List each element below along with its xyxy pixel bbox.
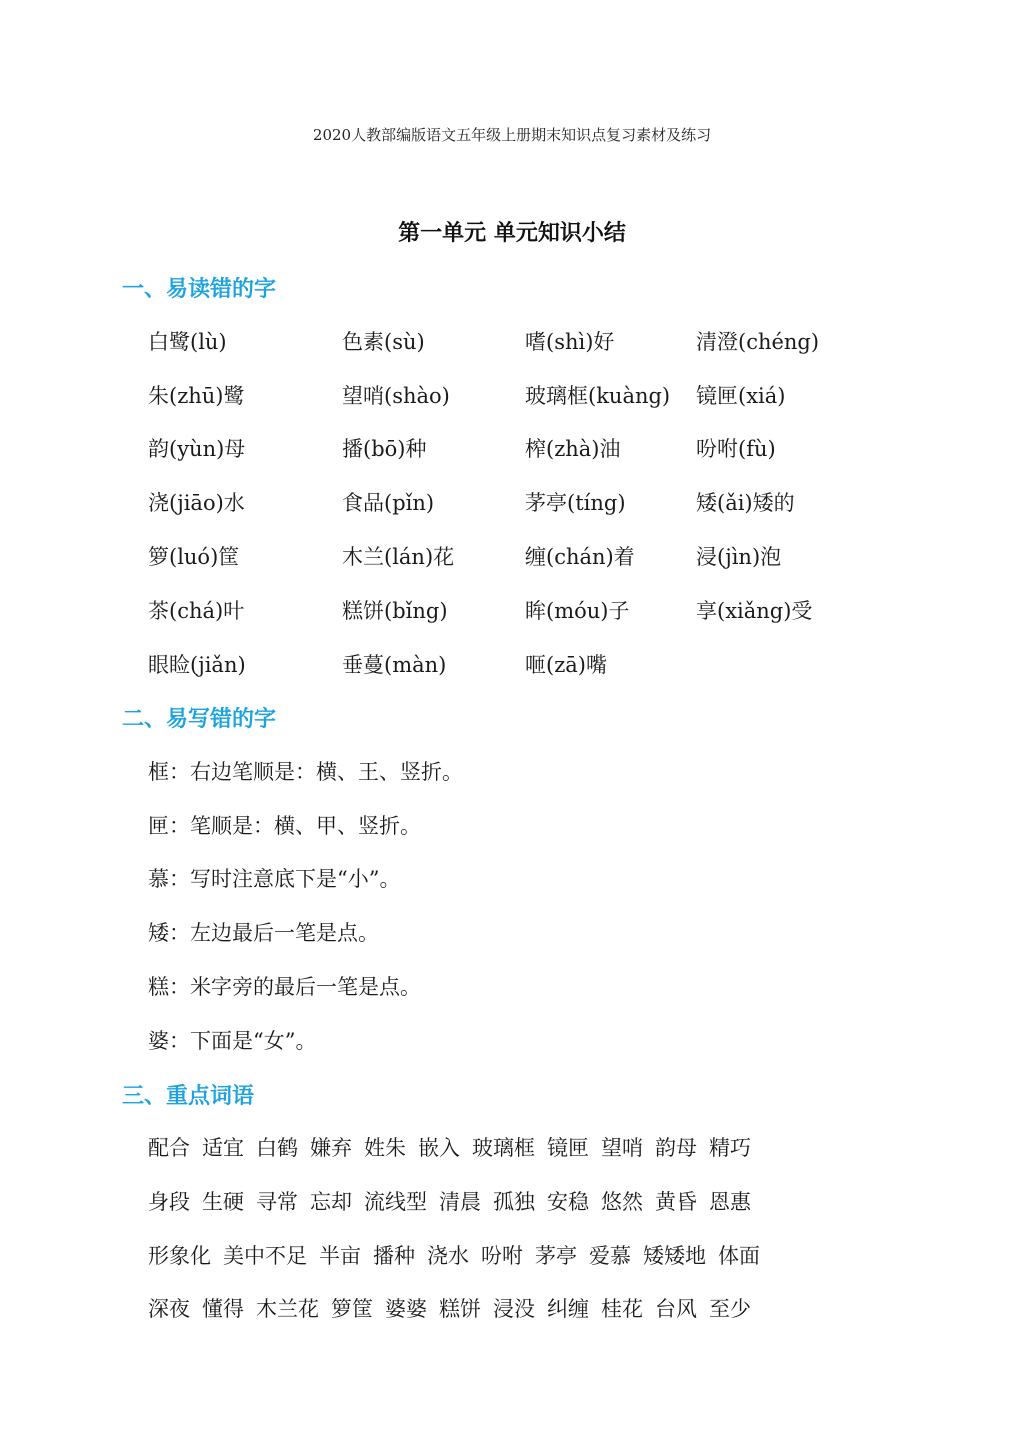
- section-heading-writing: 二、易写错的字: [122, 707, 277, 732]
- reading-item: 色素(sù): [342, 330, 425, 354]
- key-word: 寻常: [256, 1190, 298, 1214]
- key-word: 嫌弃: [310, 1136, 352, 1160]
- reading-item: 嗜(shì)好: [525, 330, 615, 354]
- reading-item: 垂蔓(màn): [342, 653, 447, 677]
- key-word: 木兰花: [256, 1297, 319, 1321]
- reading-item: 白鹭(lù): [148, 330, 227, 354]
- word-row: [148, 1240, 772, 1270]
- reading-item: 朱(zhū)鹭: [148, 384, 245, 408]
- key-word: 配合: [148, 1136, 190, 1160]
- key-word: 吩咐: [481, 1244, 523, 1268]
- key-word: 半亩: [319, 1244, 361, 1268]
- reading-item: 吩咐(fù): [696, 437, 776, 461]
- writing-note: 慕：写时注意底下是“小”。: [148, 867, 401, 891]
- word-row: [148, 1132, 763, 1162]
- key-word: 箩筐: [331, 1297, 373, 1321]
- key-word: 播种: [373, 1244, 415, 1268]
- key-word: 身段: [148, 1190, 190, 1214]
- unit-title: 第一单元 单元知识小结: [398, 221, 626, 246]
- key-word: 浸没: [493, 1297, 535, 1321]
- document-header: 2020人教部编版语文五年级上册期末知识点复习素材及练习: [312, 126, 712, 144]
- key-word: 浇水: [427, 1244, 469, 1268]
- reading-item: 糕饼(bǐng): [342, 599, 448, 623]
- key-word: 嵌入: [418, 1136, 460, 1160]
- reading-item: 食品(pǐn): [342, 491, 435, 515]
- key-word: 悠然: [601, 1190, 643, 1214]
- reading-item: 箩(luó)筐: [148, 545, 240, 569]
- writing-note: 矮：左边最后一笔是点。: [148, 921, 379, 945]
- key-word: 镜匣: [547, 1136, 589, 1160]
- word-row: [148, 1293, 763, 1323]
- reading-item: 眸(móu)子: [525, 599, 630, 623]
- key-word: 姓朱: [364, 1136, 406, 1160]
- writing-note: 婆：下面是“女”。: [148, 1029, 317, 1053]
- key-word: 韵母: [655, 1136, 697, 1160]
- writing-note: 匣：笔顺是：横、甲、竖折。: [148, 814, 421, 838]
- section-heading-keywords: 三、重点词语: [122, 1084, 255, 1109]
- section-heading-reading: 一、易读错的字: [122, 277, 277, 302]
- writing-note: 框：右边笔顺是：横、王、竖折。: [148, 760, 463, 784]
- key-word: 形象化: [148, 1244, 211, 1268]
- reading-item: 浇(jiāo)水: [148, 491, 245, 515]
- reading-row: [0, 326, 1024, 356]
- key-word: 白鹤: [256, 1136, 298, 1160]
- reading-item: 矮(ǎi)矮的: [696, 491, 795, 515]
- reading-item: 韵(yùn)母: [148, 437, 246, 461]
- key-word: 忘却: [310, 1190, 352, 1214]
- reading-item: 播(bō)种: [342, 437, 427, 461]
- reading-item: 望哨(shào): [342, 384, 450, 408]
- key-word: 糕饼: [439, 1297, 481, 1321]
- key-word: 流线型: [364, 1190, 427, 1214]
- reading-item: 清澄(chéng): [696, 330, 820, 354]
- reading-item: 享(xiǎng)受: [696, 599, 813, 623]
- key-word: 玻璃框: [472, 1136, 535, 1160]
- reading-row: [0, 649, 1024, 679]
- reading-row: [0, 380, 1024, 410]
- key-word: 矮矮地: [643, 1244, 706, 1268]
- key-word: 黄昏: [655, 1190, 697, 1214]
- key-word: 清晨: [439, 1190, 481, 1214]
- key-word: 爱慕: [589, 1244, 631, 1268]
- key-word: 婆婆: [385, 1297, 427, 1321]
- key-word: 安稳: [547, 1190, 589, 1214]
- key-word: 精巧: [709, 1136, 751, 1160]
- key-word: 体面: [718, 1244, 760, 1268]
- key-word: 纠缠: [547, 1297, 589, 1321]
- reading-item: 浸(jìn)泡: [696, 545, 782, 569]
- key-word: 望哨: [601, 1136, 643, 1160]
- key-word: 适宜: [202, 1136, 244, 1160]
- key-word: 至少: [709, 1297, 751, 1321]
- reading-item: 眼睑(jiǎn): [148, 653, 246, 677]
- reading-row: [0, 541, 1024, 571]
- key-word: 深夜: [148, 1297, 190, 1321]
- key-word: 桂花: [601, 1297, 643, 1321]
- reading-item: 木兰(lán)花: [342, 545, 455, 569]
- key-word: 恩惠: [709, 1190, 751, 1214]
- reading-item: 玻璃框(kuàng): [525, 384, 671, 408]
- key-word: 生硬: [202, 1190, 244, 1214]
- reading-item: 茅亭(tíng): [525, 491, 626, 515]
- reading-row: [0, 433, 1024, 463]
- reading-item: 镜匣(xiá): [696, 384, 786, 408]
- reading-item: 咂(zā)嘴: [525, 653, 607, 677]
- key-word: 孤独: [493, 1190, 535, 1214]
- key-word: 懂得: [202, 1297, 244, 1321]
- reading-item: 缠(chán)着: [525, 545, 635, 569]
- key-word: 台风: [655, 1297, 697, 1321]
- reading-item: 茶(chá)叶: [148, 599, 245, 623]
- reading-row: [0, 595, 1024, 625]
- reading-item: 榨(zhà)油: [525, 437, 621, 461]
- key-word: 美中不足: [223, 1244, 307, 1268]
- writing-note: 糕：米字旁的最后一笔是点。: [148, 975, 421, 999]
- reading-row: [0, 487, 1024, 517]
- key-word: 茅亭: [535, 1244, 577, 1268]
- word-row: [148, 1186, 763, 1216]
